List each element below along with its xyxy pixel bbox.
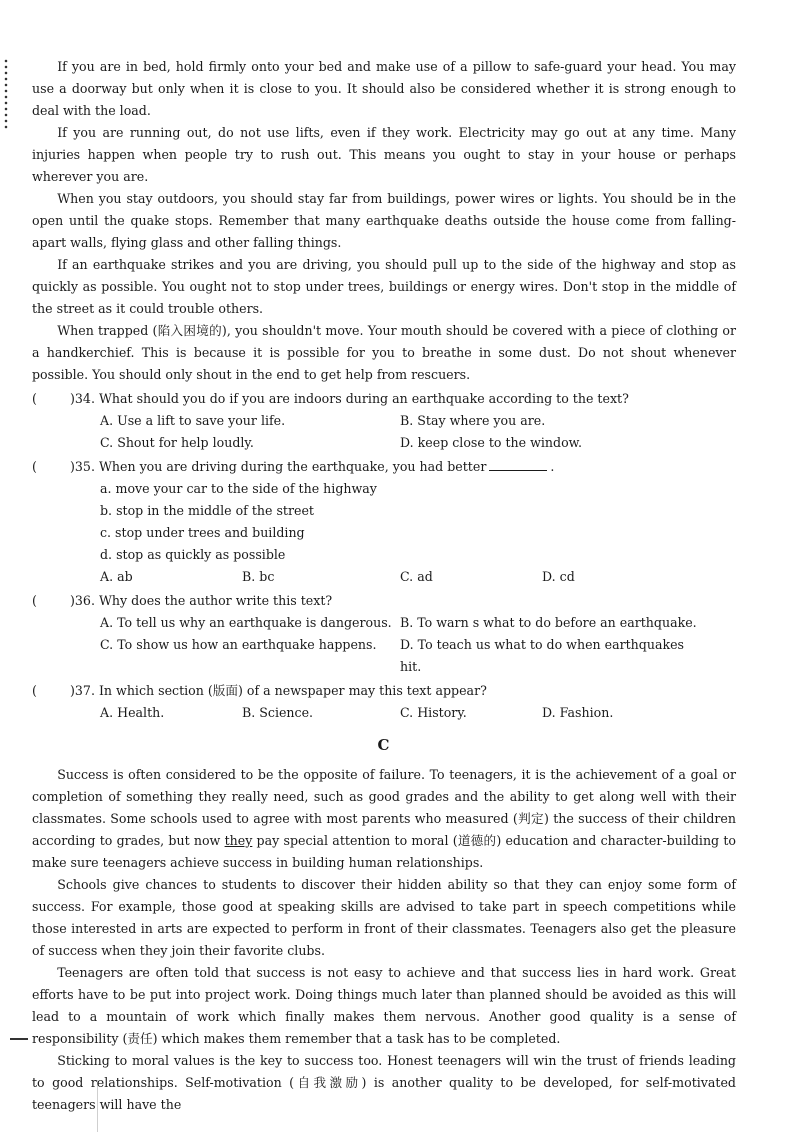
passage-c-paragraph-2: Schools give chances to students to discover their hidden ability so that they can enjoy some form of success. For example, those good at speaking skills are advised to take part in speech competitions while those interested in arts are expected to perform in front of their classmates. Teenagers also get the pleasure of success when they join their favorite clubs.: [32, 877, 736, 958]
passage-b-paragraph-3: When you stay outdoors, you should stay far from buildings, power wires or lights. You should be in the open until the quake stops. Remember that many earthquake deaths outside the house come from falling-apart walls, flying glass and other falling things.: [32, 191, 736, 250]
passage-c-paragraph-1: [32, 764, 736, 874]
section-c-heading: C: [377, 736, 391, 754]
question-stem: )34. What should you do if you are indoors during an earthquake according to the text?: [70, 391, 629, 406]
answer-bracket[interactable]: (: [32, 391, 37, 406]
option-b: B. bc: [242, 569, 275, 584]
option-c: C. Shout for help loudly.: [100, 435, 254, 450]
option-d: D. To teach us what to do when earthquakes hit.: [400, 637, 685, 674]
option-d: D. keep close to the window.: [400, 435, 582, 450]
sub-option-d: d. stop as quickly as possible: [100, 547, 286, 562]
passage-b-paragraph-1: If you are in bed, hold firmly onto your bed and make use of a pillow to safe-guard your head. You may use a doorway but only when it is close to you. It should also be considered whether it is strong enough to deal with the load.: [32, 59, 736, 118]
option-a: A. ab: [100, 569, 133, 584]
option-b: B. To warn s what to do before an earthquake.: [400, 615, 697, 630]
passage-c-paragraph-4: Sticking to moral values is the key to success too. Honest teenagers will win the trust of friends leading to good relationships. Self-motivation (自我激励) is another quality to be developed, for self-motivated teenagers will have the: [32, 1053, 736, 1112]
exam-page: [32, 56, 736, 1116]
question-stem-end: .: [550, 459, 555, 474]
passage-c-p1-part-b: pay special attention to moral (道德的) education and character-building to make sure teenagers achieve success in building human relationships.: [32, 833, 736, 870]
sub-option-a: a. move your car to the side of the highway: [100, 481, 377, 496]
option-b: B. Science.: [242, 705, 314, 720]
question-34: [32, 388, 736, 454]
answer-bracket[interactable]: (: [32, 683, 37, 698]
passage-b-paragraph-2: If you are running out, do not use lifts, even if they work. Electricity may go out at any time. Many injuries happen when people try to rush out. This means you ought to stay in your house or perhaps wherever you are.: [32, 125, 736, 184]
answer-bracket[interactable]: (: [32, 593, 37, 608]
sub-option-b: b. stop in the middle of the street: [100, 503, 314, 518]
binding-dots: [4, 58, 8, 130]
margin-tick-mark: [10, 1038, 28, 1040]
sub-option-c: c. stop under trees and building: [100, 525, 305, 540]
option-a: A. To tell us why an earthquake is dangerous.: [100, 615, 392, 630]
option-d: D. Fashion.: [542, 705, 614, 720]
option-d: D. cd: [542, 569, 575, 584]
answer-blank[interactable]: [489, 456, 547, 471]
option-c: C. To show us how an earthquake happens.: [100, 637, 377, 652]
passage-b: [32, 56, 736, 386]
question-36: [32, 590, 736, 678]
passage-c-paragraph-3: Teenagers are often told that success is not easy to achieve and that success lies in hard work. Great efforts have to be put into project work. Doing things much later than planned should be avoided as this will lead to a mountain of work which finally makes them nervous. Another good quality is a sense of responsibility (责任) which makes them remember that a task has to be completed.: [32, 965, 736, 1046]
question-stem: )36. Why does the author write this text?: [70, 593, 333, 608]
question-37: [32, 680, 736, 724]
passage-c: [32, 764, 736, 1116]
option-a: A. Use a lift to save your life.: [100, 413, 286, 428]
passage-b-paragraph-5: When trapped (陷入困境的), you shouldn't move. Your mouth should be covered with a piece of clothing or a handkerchief. This is because it is possible for you to breathe in some dust. Do not shout whenever possible. You should only shout in the end to get help from rescuers.: [32, 323, 736, 382]
question-stem: )35. When you are driving during the earthquake, you had better: [70, 459, 487, 474]
option-b: B. Stay where you are.: [400, 413, 546, 428]
option-a: A. Health.: [100, 705, 165, 720]
answer-bracket[interactable]: (: [32, 459, 37, 474]
underlined-word-they: they: [224, 833, 253, 848]
passage-c-p1-part-a: Success is often considered to be the opposite of failure. To teenagers, it is the achievement of a goal or completion of something they really need, such as good grades and the ability to get along well with their classmates. Some schools used to agree with most parents who measured (判定) the success of their children according to grades, but now: [32, 767, 736, 848]
question-stem: )37. In which section (版面) of a newspaper may this text appear?: [70, 683, 487, 698]
question-35: [32, 456, 736, 588]
passage-b-paragraph-4: If an earthquake strikes and you are driving, you should pull up to the side of the highway and stop as quickly as possible. You ought not to stop under trees, buildings or energy wires. Don't stop in the middle of the street as it could trouble others.: [32, 257, 736, 316]
option-c: C. History.: [400, 705, 467, 720]
option-c: C. ad: [400, 569, 433, 584]
